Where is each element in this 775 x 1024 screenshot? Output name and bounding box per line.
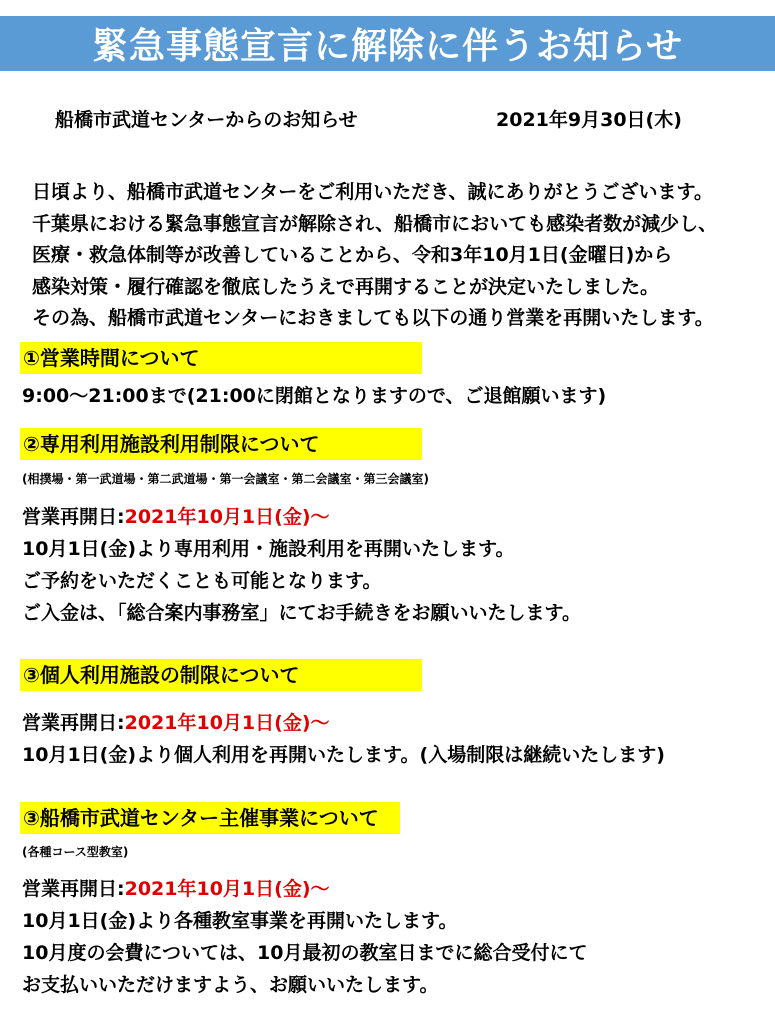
- section-line: 10月度の会費については、10月最初の教室日までに総合受付にて: [22, 942, 588, 964]
- notice-source: 船橋市武道センターからのお知らせ: [55, 109, 358, 131]
- reopen-label: 営業再開日:: [22, 878, 125, 900]
- section-line: 10月1日(金)より専用利用・施設利用を再開いたします。: [22, 538, 515, 560]
- notice-banner-title: 緊急事態宣言に解除に伴うお知らせ: [0, 16, 775, 71]
- section-heading-hours: ①営業時間について: [20, 342, 422, 374]
- intro-line: その為、船橋市武道センターにおきましても以下の通り営業を再開いたします。: [32, 307, 714, 330]
- reopen-date: 2021年10月1日(金)〜: [124, 506, 330, 528]
- section-line: 10月1日(金)より個人利用を再開いたします。(入場制限は継続いたします): [22, 744, 665, 766]
- section-line: 10月1日(金)より各種教室事業を再開いたします。: [22, 910, 458, 932]
- section-line: ご予約をいただくことも可能となります。: [22, 570, 382, 592]
- section-line: お支払いいただけますよう、お願いいたします。: [22, 974, 439, 996]
- intro-line: 千葉県における緊急事態宣言が解除され、船橋市においても感染者数が減少し、: [32, 212, 718, 235]
- reopen-date-line: [22, 874, 330, 901]
- intro-line: 日頃より、船橋市武道センターをご利用いただき、誠にありがとうございます。: [32, 181, 713, 203]
- reopen-date: 2021年10月1日(金)〜: [124, 712, 330, 734]
- reopen-date: 2021年10月1日(金)〜: [124, 878, 330, 900]
- section-heading-personal-use: ③個人利用施設の制限について: [20, 659, 422, 691]
- reopen-label: 営業再開日:: [22, 506, 125, 528]
- reopen-date-line: [22, 502, 330, 529]
- hours-text: 9:00〜21:00まで(21:00に閉館となりますので、ご退館願います): [22, 385, 607, 407]
- course-type-note: (各種コース型教室): [22, 845, 129, 859]
- intro-line: 感染対策・履行確認を徹底したうえで再開することが決定いたしました。: [32, 275, 660, 298]
- intro-line: 医療・救急体制等が改善していることから、令和3年10月1日(金曜日)から: [32, 244, 673, 267]
- section-line: ご入金は、「総合案内事務室」にてお手続きをお願いいたします。: [22, 602, 581, 624]
- section-heading-exclusive-use: ②専用利用施設利用制限について: [20, 428, 422, 460]
- reopen-label: 営業再開日:: [22, 712, 125, 734]
- intro-paragraph: [32, 177, 717, 335]
- reopen-date-line: [22, 708, 330, 735]
- notice-date: 2021年9月30日(木): [496, 109, 682, 131]
- section-heading-sponsored-events: ③船橋市武道センター主催事業について: [20, 802, 400, 834]
- facility-list-note: (相撲場・第一武道場・第二武道場・第一会議室・第二会議室・第三会議室): [22, 472, 429, 486]
